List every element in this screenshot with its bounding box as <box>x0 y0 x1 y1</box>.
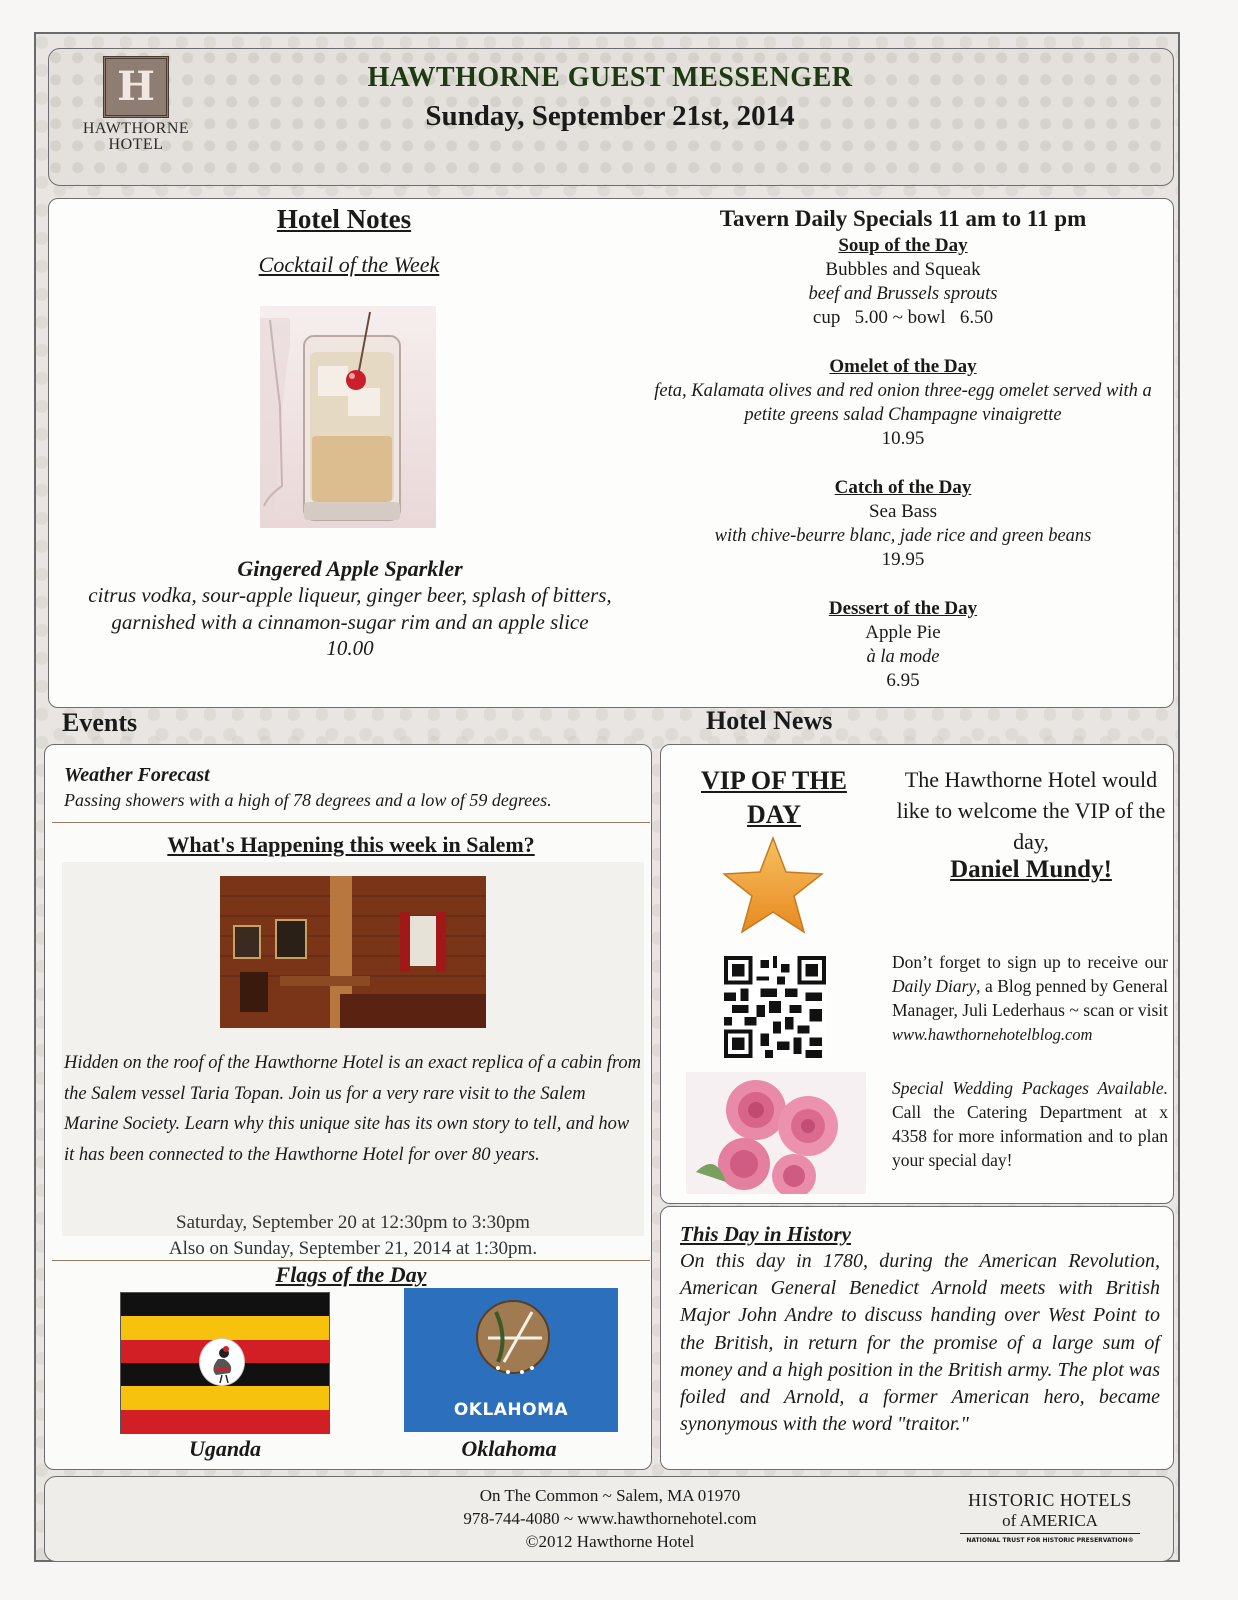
wedding-title: Special Wedding Packages Available. <box>892 1078 1168 1098</box>
historic-hotels-logo <box>960 1490 1140 1544</box>
cocktail-image <box>260 306 436 528</box>
hotel-logo-mark: H <box>103 56 169 118</box>
omelet-description: feta, Kalamata olives and red onion three-egg omelet served with a petite greens salad Champagne vinaigrette <box>654 381 1152 425</box>
footer-copyright: ©2012 Hawthorne Hotel <box>525 1532 695 1551</box>
event-dates <box>62 1210 644 1262</box>
hotel-news-label: Hotel News <box>706 706 833 735</box>
hha-line-3: NATIONAL TRUST FOR HISTORIC PRESERVATION® <box>966 1537 1134 1544</box>
cocktail-description: citrus vodka, sour-apple liqueur, ginger beer, splash of bitters, garnished with a cinnamon-sugar rim and an apple slice <box>88 583 612 634</box>
soup-name: Bubbles and Squeak <box>825 259 981 280</box>
soup-heading: Soup of the Day <box>838 235 968 256</box>
page-date: Sunday, September 21st, 2014 <box>425 100 795 132</box>
event-date-2: Also on Sunday, September 21, 2014 at 1:30pm. <box>168 1238 538 1259</box>
catch-name: Sea Bass <box>868 501 938 522</box>
hotel-logo <box>66 56 206 156</box>
hotel-logo-text: HAWTHORNE HOTEL <box>82 120 190 153</box>
qr-code-icon <box>724 956 826 1058</box>
star-icon <box>718 834 828 938</box>
cocktail-name: Gingered Apple Sparkler <box>237 556 463 581</box>
diary-text <box>892 950 1168 1047</box>
tavern-title: Tavern Daily Specials 11 am to 11 pm <box>719 206 1087 231</box>
weather-title: Weather Forecast <box>64 764 210 786</box>
history-text: On this day in 1780, during the American Revolution, American General Benedict Arnold meets with British Major John Andre to discuss handing over West Point to the British, in return for the promise of a large sum of money and a high position in the British army. The plot was foiled and Arnold, a former American hero, became synonymous with the word "traitor." <box>680 1250 1160 1436</box>
history-heading: This Day in History <box>680 1222 851 1246</box>
footer-phone-web: 978-744-4080 ~ www.hawthornehotel.com <box>463 1509 757 1528</box>
roses-image <box>686 1072 866 1194</box>
happening-text: Hidden on the roof of the Hawthorne Hotel is an exact replica of a cabin from the Salem vessel Taria Topan. Join us for a very rare visit to the Salem Marine Society. Learn why this unique site has its own story to tell, and how it has been connected to the Hawthorne Hotel for over 80 years. <box>64 1053 642 1165</box>
oklahoma-caption: Oklahoma <box>461 1436 557 1461</box>
diary-text-part: Don’t forget to sign up to receive our <box>892 952 1168 972</box>
oklahoma-shield <box>476 1300 550 1374</box>
dessert-name: Apple Pie <box>865 622 941 643</box>
weather-text: Passing showers with a high of 78 degrees and a low of 59 degrees. <box>64 790 552 810</box>
omelet-heading: Omelet of the Day <box>829 356 977 377</box>
footer-contact <box>400 1484 820 1553</box>
cocktail-price: 10.00 <box>326 636 374 660</box>
tavern-specials <box>636 204 1170 693</box>
hotel-notes-heading: Hotel Notes <box>276 204 412 234</box>
happening-heading: What's Happening this week in Salem? <box>167 832 535 857</box>
wedding-text-body: Call the Catering Department at x 4358 for more information and to plan your special day! <box>892 1102 1168 1170</box>
hha-line-2: of AMERICA <box>960 1511 1140 1534</box>
uganda-crane-emblem <box>199 1338 245 1386</box>
soup-description: beef and Brussels sprouts <box>808 284 998 304</box>
omelet-price: 10.95 <box>881 428 925 449</box>
event-date-1: Saturday, September 20 at 12:30pm to 3:30pm <box>176 1212 530 1233</box>
diary-text-part: , a Blog penned by General Manager, Juli Lederhaus ~ scan or visit <box>892 976 1168 1020</box>
dessert-description: à la mode <box>866 647 940 667</box>
soup-price: cup 5.00 ~ bowl 6.50 <box>812 307 994 328</box>
catch-description: with chive-beurre blanc, jade rice and green beans <box>714 526 1092 546</box>
hha-line-1: HISTORIC HOTELS <box>968 1490 1132 1510</box>
cocktail-heading: Cocktail of the Week <box>258 252 440 277</box>
vip-name: Daniel Mundy! <box>950 856 1112 883</box>
wedding-text <box>892 1076 1168 1172</box>
vip-heading: VIP OF THE DAY <box>701 766 847 829</box>
uganda-caption: Uganda <box>188 1436 262 1461</box>
catch-heading: Catch of the Day <box>834 477 972 498</box>
catch-price: 19.95 <box>881 549 925 570</box>
divider <box>52 1260 650 1261</box>
vip-welcome: The Hawthorne Hotel would like to welcome the VIP of the day, <box>896 767 1166 854</box>
oklahoma-flag-text: OKLAHOMA <box>453 1400 569 1420</box>
dessert-heading: Dessert of the Day <box>828 598 978 619</box>
dessert-price: 6.95 <box>886 670 920 691</box>
cocktail-description-block <box>60 582 640 662</box>
ship-cabin-image <box>220 876 486 1028</box>
blog-url: www.hawthornehotelblog.com <box>892 1025 1093 1044</box>
footer-address: On The Common ~ Salem, MA 01970 <box>479 1486 741 1505</box>
divider <box>52 822 650 823</box>
page-title: HAWTHORNE GUEST MESSENGER <box>367 62 853 93</box>
diary-title: Daily Diary <box>892 976 977 996</box>
flags-heading: Flags of the Day <box>275 1262 427 1287</box>
events-label: Events <box>62 708 138 737</box>
